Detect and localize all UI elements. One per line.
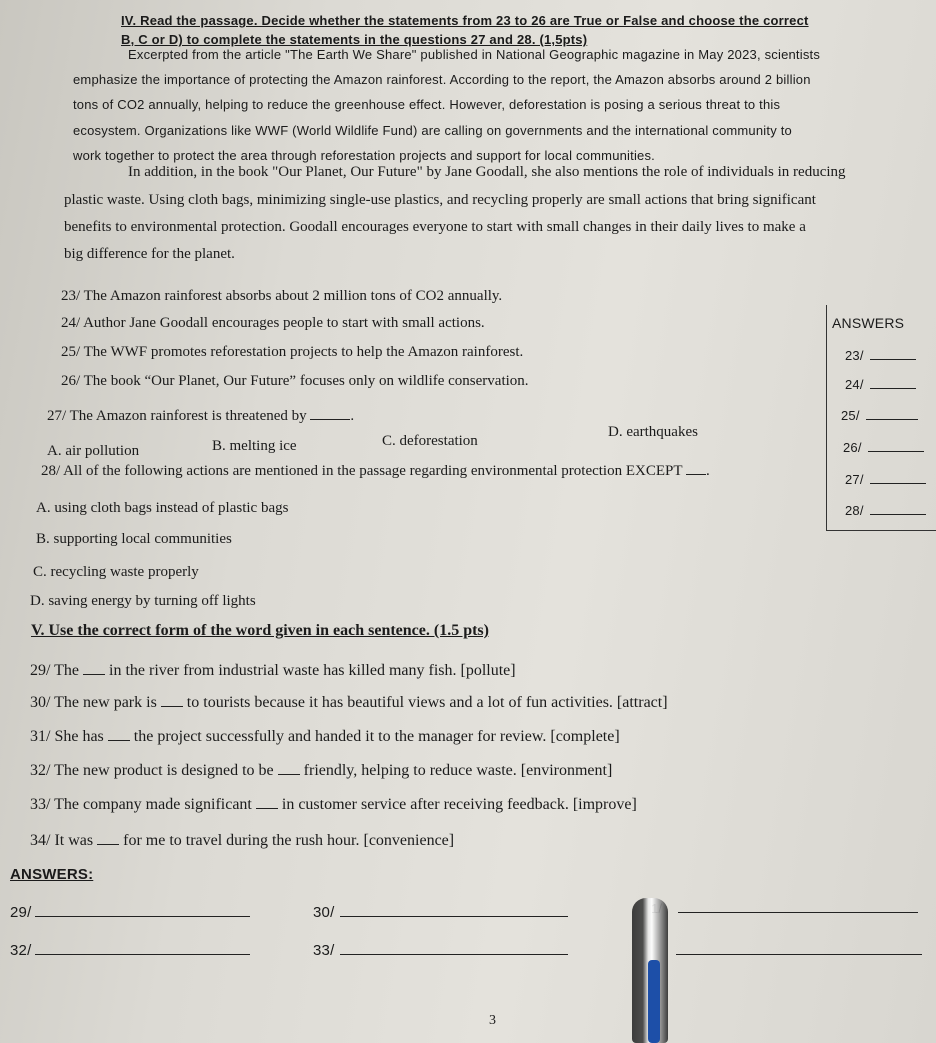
question-31: [30, 726, 620, 746]
passage-line-7: plastic waste. Using cloth bags, minimizing single-use plastics, and recycling properly are small actions that bring significant: [64, 192, 816, 208]
q31-end: the project successfully and handed it to the manager for review. [complete]: [133, 728, 620, 745]
page-number: 3: [489, 1013, 496, 1028]
q28-option-c: C. recycling waste properly: [33, 564, 199, 580]
q29-end: in the river from industrial waste has killed many fish. [pollute]: [109, 662, 516, 679]
answer-blank[interactable]: [678, 898, 918, 913]
answer-row-25: [841, 405, 918, 425]
answer-blank[interactable]: [35, 902, 250, 917]
answer-row-34-line: [676, 940, 922, 960]
answer-row-27: [845, 469, 926, 489]
q32-end: friendly, helping to reduce waste. [environment]: [303, 762, 613, 779]
answer-blank[interactable]: [83, 660, 105, 675]
answer-label: 25/: [841, 408, 860, 423]
answer-label: 26/: [843, 440, 862, 455]
answer-blank[interactable]: [310, 405, 350, 420]
q28-option-a: A. using cloth bags instead of plastic bags: [36, 500, 289, 516]
answer-blank[interactable]: [686, 460, 706, 475]
answer-row-24: [845, 374, 916, 394]
answer-row-29: [10, 902, 250, 922]
answer-row-32: [10, 940, 250, 960]
passage-line-9: big difference for the planet.: [64, 246, 235, 262]
passage-line-1: Excerpted from the article "The Earth We Share" published in National Geographic magazine in May 2023, scientists: [128, 47, 821, 62]
q31-start: 31/ She has: [30, 728, 104, 745]
answer-row-33: [313, 940, 568, 960]
answer-blank[interactable]: [870, 374, 916, 389]
passage-line-8: benefits to environmental protection. Goodall encourages everyone to start with small changes in their daily lives to make a: [64, 219, 806, 235]
answer-blank[interactable]: [97, 830, 119, 845]
q27-option-d: D. earthquakes: [608, 424, 698, 440]
section5-answers-title-text: ANSWERS:: [10, 866, 94, 883]
question-27: 27/ The Amazon rainforest is threatened by .: [47, 405, 354, 425]
question-33: [30, 794, 637, 814]
answer-blank[interactable]: [340, 940, 568, 955]
q30-start: 30/ The new park is: [30, 694, 157, 711]
section4-heading-line2: B, C or D) to complete the statements in the questions 27 and 28. (1,5pts): [121, 32, 588, 47]
passage-line-3: tons of CO2 annually, helping to reduce the greenhouse effect. However, deforestation is posing a serious threat to this: [73, 97, 781, 112]
question-23: 23/ The Amazon rainforest absorbs about 2 million tons of CO2 annually.: [61, 288, 503, 304]
answer-label: 28/: [845, 503, 864, 518]
answer-blank[interactable]: [868, 437, 924, 452]
question-28-text: 28/ All of the following actions are mentioned in the passage regarding environmental protection EXCEPT: [41, 463, 683, 479]
answer-label: 24/: [845, 377, 864, 392]
question-32: [30, 760, 612, 780]
answer-blank[interactable]: [256, 794, 278, 809]
answer-row-26: [843, 437, 924, 457]
question-25: 25/ The WWF promotes reforestation projects to help the Amazon rainforest.: [61, 344, 524, 360]
answer-label: 23/: [845, 348, 864, 363]
answer-blank[interactable]: [35, 940, 250, 955]
answer-blank[interactable]: [340, 902, 568, 917]
answer-blank[interactable]: [866, 405, 918, 420]
q27-option-a: A. air pollution: [47, 443, 140, 459]
answer-row-23: [845, 345, 916, 365]
question-28: 28/ All of the following actions are mentioned in the passage regarding environmental protection EXCEPT .: [41, 460, 710, 480]
section4-heading-line1: IV. Read the passage. Decide whether the statements from 23 to 26 are True or False and choose the correct: [121, 13, 809, 28]
passage-line-5: work together to protect the area through reforestation projects and support for local communities.: [73, 148, 655, 163]
answer-blank[interactable]: [870, 500, 926, 515]
answer-blank[interactable]: [676, 940, 922, 955]
question-24: 24/ Author Jane Goodall encourages people to start with small actions.: [61, 315, 485, 331]
q28-option-b: B. supporting local communities: [36, 531, 232, 547]
answers-title: ANSWERS: [832, 315, 905, 331]
passage-line-6: In addition, in the book "Our Planet, Our Future" by Jane Goodall, she also mentions the role of individuals in reducing: [128, 164, 846, 180]
question-30: [30, 692, 668, 712]
answer-label: 32/: [10, 942, 32, 959]
pen-body: [648, 960, 660, 1043]
answer-blank[interactable]: [108, 726, 130, 741]
q27-option-c: C. deforestation: [382, 433, 478, 449]
answer-blank[interactable]: [870, 469, 926, 484]
q33-start: 33/ The company made significant: [30, 796, 252, 813]
q33-end: in customer service after receiving feedback. [improve]: [281, 796, 637, 813]
q34-end: for me to travel during the rush hour. [convenience]: [123, 832, 455, 849]
q28-option-d: D. saving energy by turning off lights: [30, 593, 256, 609]
q27-option-b: B. melting ice: [212, 438, 297, 454]
answer-blank[interactable]: [278, 760, 300, 775]
q29-start: 29/ The: [30, 662, 80, 679]
section5-heading-text: V. Use the correct form of the word given in each sentence. (1.5 pts): [31, 622, 489, 639]
passage-line-4: ecosystem. Organizations like WWF (World Wildlife Fund) are calling on governments and the international community to: [73, 123, 792, 138]
answer-row-28: [845, 500, 926, 520]
section5-answers-title: [10, 866, 93, 884]
answer-label: 30/: [313, 904, 335, 921]
passage-line-2: emphasize the importance of protecting the Amazon rainforest. According to the report, the Amazon absorbs around 2 billion: [73, 72, 811, 87]
question-26: 26/ The book “Our Planet, Our Future” focuses only on wildlife conservation.: [61, 373, 529, 389]
question-34: [30, 830, 454, 850]
section5-heading: [31, 622, 489, 640]
answer-blank[interactable]: [161, 692, 183, 707]
q32-start: 32/ The new product is designed to be: [30, 762, 274, 779]
question-27-text: 27/ The Amazon rainforest is threatened by: [47, 408, 307, 424]
answer-label: 33/: [313, 942, 335, 959]
question-29: [30, 660, 516, 680]
q30-end: to tourists because it has beautiful views and a lot of fun activities. [attract]: [186, 694, 668, 711]
answer-row-31: [651, 898, 918, 918]
q34-start: 34/ It was: [30, 832, 94, 849]
answer-blank[interactable]: [870, 345, 916, 360]
answer-label: 29/: [10, 904, 32, 921]
answer-row-30: [313, 902, 568, 922]
answer-label: 27/: [845, 472, 864, 487]
